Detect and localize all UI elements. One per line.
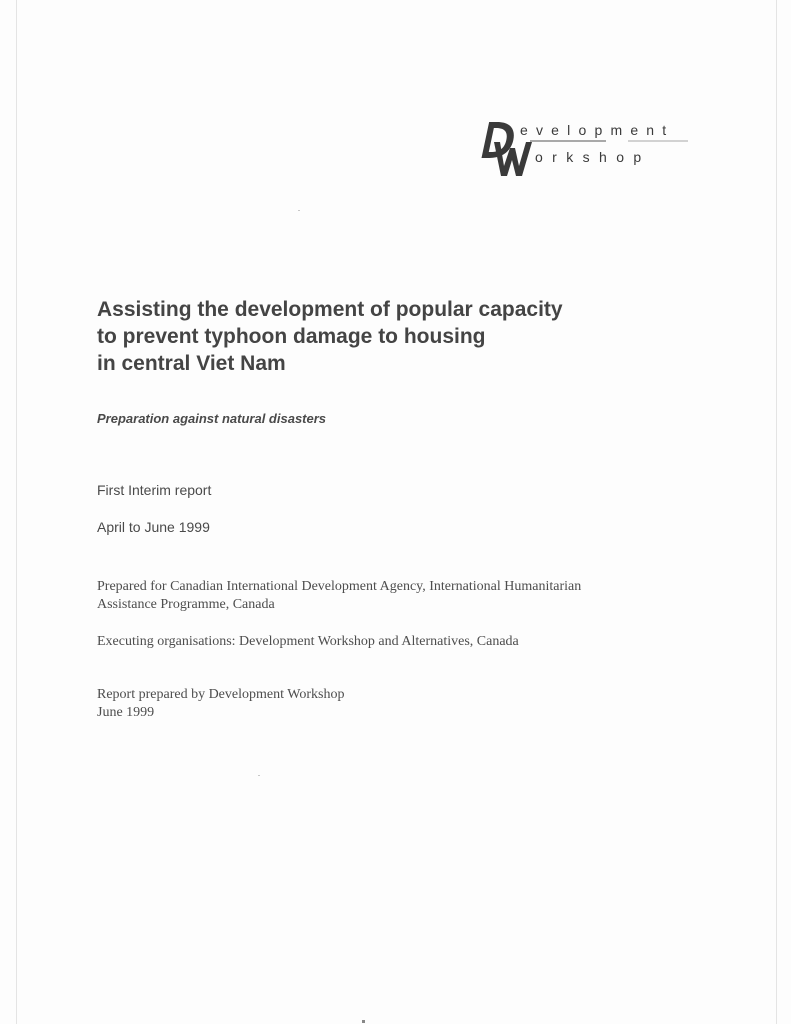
development-workshop-logo [478, 118, 693, 180]
prepared-for-line-2: Assistance Programme, Canada [97, 597, 275, 612]
document-subtitle: Preparation against natural disasters [97, 411, 327, 426]
scan-speck [258, 775, 260, 776]
prepared-for-block [97, 578, 581, 614]
title-line-1: Assisting the development of popular capacity [97, 298, 563, 321]
executing-organisations: Executing organisations: Development Workshop and Alternatives, Canada [97, 634, 519, 649]
scan-speck [362, 1020, 365, 1023]
title-line-2: to prevent typhoon damage to housing [97, 325, 486, 348]
prepared-for-line-1: Prepared for Canadian International Development Agency, International Humanitarian [97, 579, 582, 594]
scan-edge-right [776, 0, 777, 1024]
scan-edge-left [16, 0, 17, 1024]
report-type: First Interim report [97, 482, 212, 498]
document-title [97, 296, 717, 377]
prepared-by-line-1: Report prepared by Development Workshop [97, 687, 345, 702]
logo-line2: orkshop [535, 149, 651, 165]
prepared-by-line-2: June 1999 [97, 705, 155, 720]
logo-line1: evelopment [520, 122, 675, 138]
report-period: April to June 1999 [97, 519, 210, 535]
title-line-3: in central Viet Nam [97, 352, 286, 375]
prepared-by-block [97, 686, 344, 722]
scan-speck [298, 210, 300, 211]
logo-graphic [478, 118, 693, 180]
